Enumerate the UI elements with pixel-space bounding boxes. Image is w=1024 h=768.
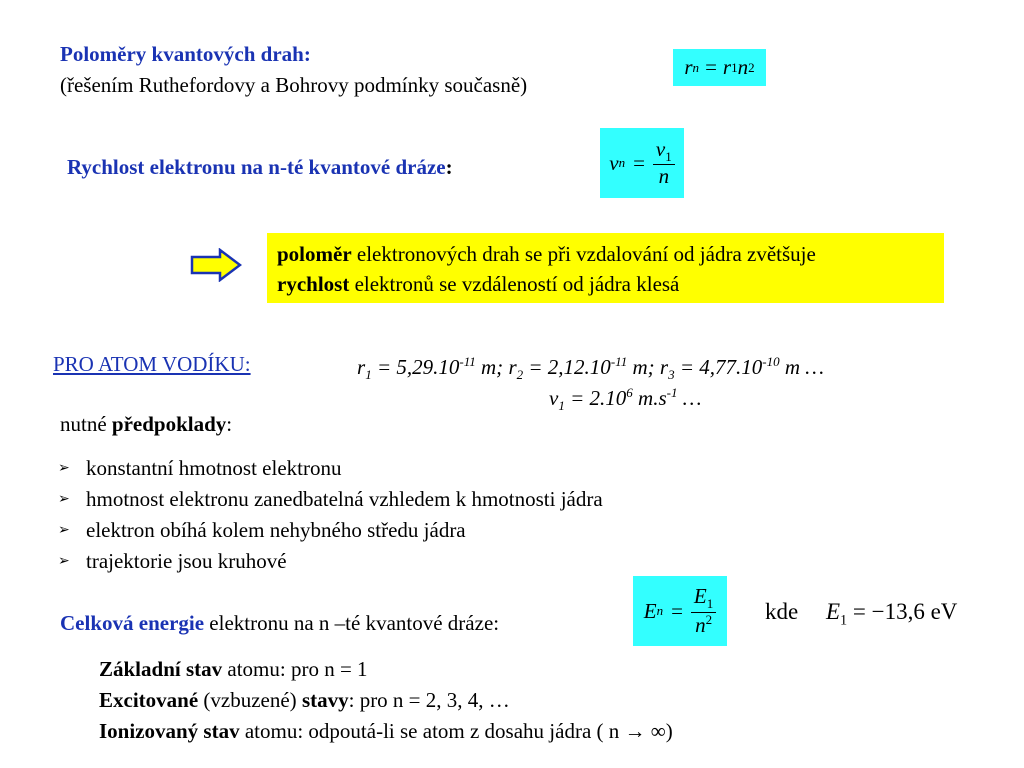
r3-unit: m … xyxy=(779,355,824,379)
velocity-fraction xyxy=(653,138,675,189)
v1-unit-exp: -1 xyxy=(666,385,678,400)
assumptions-list xyxy=(58,453,603,577)
energy-formula-lhs: E xyxy=(643,598,657,623)
state-excited-rest: : pro n = 2, 3, 4, … xyxy=(348,688,510,712)
r1-unit: m; xyxy=(475,355,509,379)
right-arrow-icon xyxy=(190,248,242,282)
assumptions-intro xyxy=(60,412,232,437)
velocity-formula-eq: = xyxy=(633,150,645,175)
r3-value: = 4,77.10 xyxy=(674,355,763,379)
state-ionized xyxy=(99,719,673,744)
state-ground xyxy=(99,657,368,682)
state-excited-bold2: stavy xyxy=(301,688,349,712)
radii-formula-exp: 2 xyxy=(748,59,755,75)
energy-kde: kde xyxy=(765,599,799,624)
radii-formula-n: n xyxy=(737,55,749,79)
r2-value: = 2,12.10 xyxy=(523,355,611,379)
state-ionized-bold: Ionizovaný stav xyxy=(99,719,240,743)
velocity-den: n xyxy=(658,164,670,189)
energy-formula-eq: = xyxy=(671,598,683,623)
radii-formula xyxy=(673,49,766,86)
conclusion-radius-bold: poloměr xyxy=(277,242,352,266)
r3-label: r xyxy=(659,355,669,379)
state-excited-mid: (vzbuzené) xyxy=(198,688,302,712)
energy-e1-definition xyxy=(765,598,957,630)
state-excited-bold: Excitované xyxy=(99,688,199,712)
list-item xyxy=(58,546,603,577)
assumptions-intro-bold: předpoklady xyxy=(111,412,227,436)
radii-formula-lhs: r xyxy=(684,55,693,79)
energy-e1: E xyxy=(825,599,841,624)
radii-formula-lhs-sub: n xyxy=(692,59,700,75)
r2-sub: 2 xyxy=(516,367,524,383)
hydrogen-title: PRO ATOM VODÍKU: xyxy=(53,352,251,376)
r2-exp: -11 xyxy=(610,354,628,369)
assumption-text: konstantní hmotnost elektronu xyxy=(86,456,342,480)
r3-sub: 3 xyxy=(668,367,675,383)
r2-unit: m; xyxy=(627,355,660,379)
arrowhead-bullet-icon: ➢ xyxy=(58,553,70,569)
arrowhead-bullet-icon: ➢ xyxy=(58,491,70,507)
r1-value: = 5,29.10 xyxy=(371,355,460,379)
assumption-text: elektron obíhá kolem nehybného středu jádra xyxy=(86,518,466,542)
radii-formula-r: r xyxy=(722,55,732,79)
v1-exp: 6 xyxy=(626,385,633,400)
hydrogen-radii-values xyxy=(357,354,824,383)
energy-formula xyxy=(633,576,727,646)
energy-title-rest: elektronu na n –té kvantové dráze: xyxy=(204,611,500,635)
radii-title: Poloměry kvantových drah: xyxy=(60,42,311,66)
velocity-title-row xyxy=(67,155,453,180)
energy-formula-lhs-sub: n xyxy=(656,603,664,618)
list-item xyxy=(58,453,603,484)
velocity-formula xyxy=(600,128,684,198)
conclusion-speed-bold: rychlost xyxy=(277,272,350,297)
energy-e1-sub: 1 xyxy=(840,612,848,629)
list-item xyxy=(58,484,603,515)
velocity-num-sub: 1 xyxy=(665,148,672,164)
energy-den-exp: 2 xyxy=(705,611,713,627)
radii-subtitle: (řešením Ruthefordovy a Bohrovy podmínky současně) xyxy=(60,73,528,97)
velocity-formula-lhs-sub: n xyxy=(618,155,626,170)
arrowhead-bullet-icon: ➢ xyxy=(58,460,70,476)
energy-den: n xyxy=(695,612,706,637)
energy-num-sub: 1 xyxy=(706,596,714,612)
state-ground-bold: Základní stav xyxy=(99,657,223,681)
arrowhead-bullet-icon: ➢ xyxy=(58,522,70,538)
assumption-text: hmotnost elektronu zanedbatelná vzhledem k hmotnosti jádra xyxy=(86,487,603,511)
velocity-num: v xyxy=(655,136,666,161)
r1-sub: 1 xyxy=(365,367,372,383)
v1-label: v xyxy=(549,386,559,410)
v1-value: = 2.10 xyxy=(564,386,627,410)
r2-label: r xyxy=(508,355,517,379)
hydrogen-velocity-value xyxy=(549,385,701,414)
velocity-title: Rychlost elektronu na n-té kvantové dráze xyxy=(67,155,446,179)
energy-title xyxy=(60,611,499,636)
state-ground-rest: atomu: pro n = 1 xyxy=(222,657,368,681)
assumption-text: trajektorie jsou kruhové xyxy=(86,549,287,573)
list-item xyxy=(58,515,603,546)
r1-label: r xyxy=(357,355,366,379)
velocity-formula-lhs: v xyxy=(609,150,619,175)
conclusion-line-1 xyxy=(277,239,944,269)
energy-e1-value: = −13,6 eV xyxy=(847,599,958,624)
r1-exp: -11 xyxy=(459,354,476,369)
v1-unit: m.s xyxy=(632,386,667,410)
energy-fraction xyxy=(691,585,716,637)
conclusion-box xyxy=(267,233,944,303)
conclusion-speed-text: elektronů se vzdáleností od jádra klesá xyxy=(349,272,680,297)
state-ionized-rest: atomu: odpoutá-li se atom z dosahu jádra ( n → ∞) xyxy=(239,719,673,743)
conclusion-line-2 xyxy=(277,269,944,299)
v1-tail: … xyxy=(677,386,702,410)
radii-formula-eq: = xyxy=(705,55,717,79)
energy-num: E xyxy=(693,584,707,609)
state-excited xyxy=(99,688,510,713)
energy-title-bold: Celková energie xyxy=(60,611,205,635)
v1-sub: 1 xyxy=(558,398,565,414)
r3-exp: -10 xyxy=(762,354,780,369)
conclusion-radius-text: elektronových drah se při vzdalování od jádra zvětšuje xyxy=(351,242,816,266)
assumptions-intro-plain: nutné xyxy=(60,412,112,436)
radii-formula-r-sub: 1 xyxy=(731,59,738,75)
velocity-colon: : xyxy=(445,155,453,179)
assumptions-intro-colon: : xyxy=(226,412,233,436)
